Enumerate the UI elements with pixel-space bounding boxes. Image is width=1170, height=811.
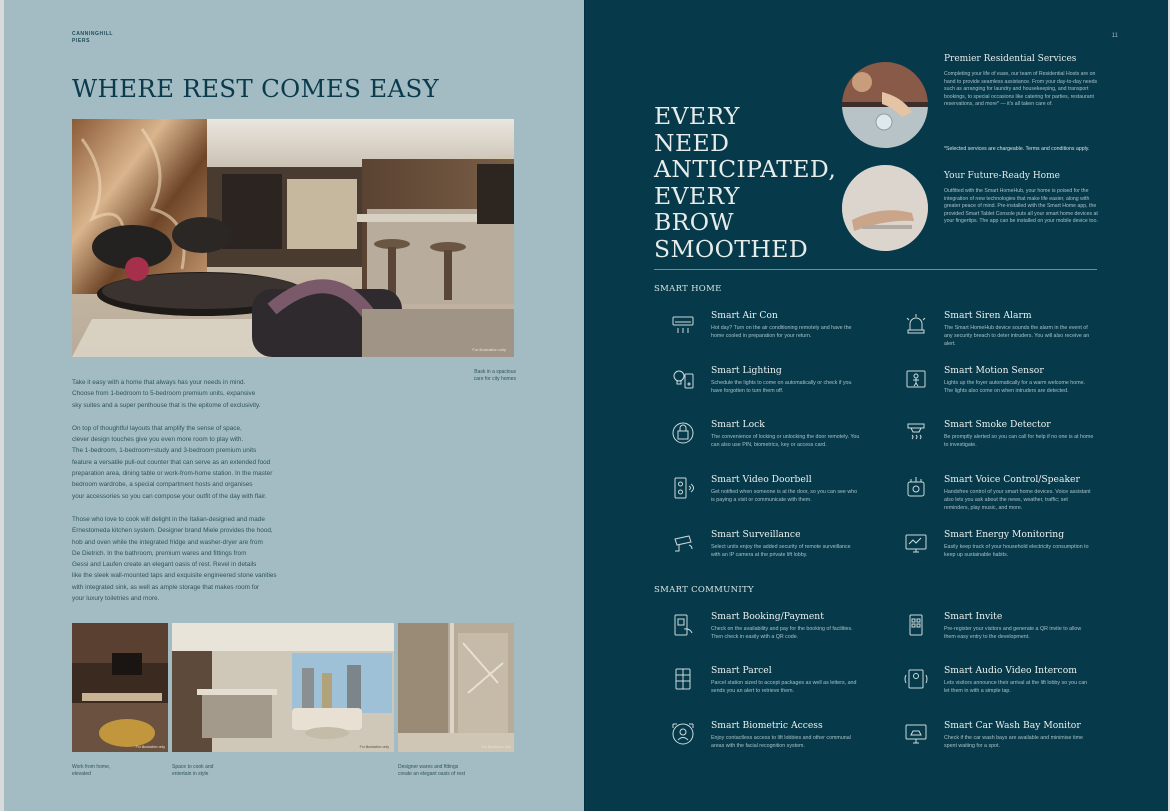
illustration-tag: For illustration only [472, 347, 506, 352]
page-number: 11 [1111, 33, 1118, 39]
smoke-detector-icon [902, 419, 930, 447]
lock-icon [669, 419, 697, 447]
booking-payment-icon [669, 611, 697, 639]
car-wash-monitor-icon [902, 720, 930, 748]
service-title-1: Premier Residential Services [944, 54, 1077, 64]
thumb-caption-2: Space to cook and entertain in style [172, 764, 214, 777]
feature-smart-air-con: Smart Air Con Hot day? Turn on the air conditioning remotely and have the home cooled in preparation for your return. [711, 310, 861, 340]
feature-smart-energy-monitoring: Smart Energy Monitoring Easily keep track of your household electricity consumption to keep up sustainable habits. [944, 529, 1094, 559]
bathroom-photo [398, 623, 514, 752]
kitchen-living-photo [172, 623, 394, 752]
feature-smart-motion-sensor: Smart Motion Sensor Lights up the foyer automatically for a warm welcome home. The lights also come on when intruders are detected. [944, 365, 1094, 395]
future-ready-home-photo [842, 165, 928, 251]
service-body-2: Outfitted with the Smart HomeHub, your home is poised for the integration of new technologies that make life easier, along with greater peace of mind. Pre-installed with the Smart Home app, the provided Smart Tablet Console puts all your smart home devices at your fingertips. The app can be installed on your mobile device too. [944, 188, 1098, 225]
feature-smart-car-wash-bay-monitor: Smart Car Wash Bay Monitor Check if the car wash bays are available and minimise time spent waiting for a spot. [944, 720, 1094, 750]
section-divider [654, 269, 1097, 270]
feature-smart-video-doorbell: Smart Video Doorbell Get notified when someone is at the door, so you can see who is paying a visit or communicate with them. [711, 474, 861, 504]
feature-smart-voice-control: Smart Voice Control/Speaker Handsfree control of your smart home devices. Voice assistant also lets you ask about the news, weather, traffic; set reminders, play music, and more. [944, 474, 1094, 513]
photo-caption: Bask in a spacious care for city homes [473, 369, 516, 382]
brand-line-1: CANNINGHILL [72, 31, 114, 37]
paragraph-3: Those who love to cook will delight in the Italian-designed and made Ernestomeda kitchen system. Designer brand Miele provides the hood, hob and oven while the integrated fridge and washer-dryer are from De Dietrich. In the bathroom, premium wares and fittings from Gessi and Laufen create an elegant oasis of rest. Revel in details like the sleek wall-mounted taps and exquisite engineered stone vanities with integrated sink, as well as ample storage that makes room for your luxury toiletries and more. [72, 515, 277, 603]
feature-smart-smoke-detector: Smart Smoke Detector Be promptly alerted so you can call for help if no one is at home to investigate. [944, 419, 1094, 449]
illustration-tag: For illustration only [481, 745, 511, 749]
biometric-access-icon [669, 720, 697, 748]
service-note-1: *Selected services are chargeable. Terms and conditions apply. [944, 146, 1090, 152]
feature-smart-invite: Smart Invite Pre-register your visitors and generate a QR invite to allow them easy entry to the development. [944, 611, 1094, 641]
brand-mark [72, 31, 113, 45]
video-doorbell-icon [669, 474, 697, 502]
paragraph-2: On top of thoughtful layouts that amplify the sense of space, clever design touches give you even more room to play with. The 1-bedroom, 1-bedroom+study and 3-bedroom premium units feature a versatile pull-out counter that can serve as an extended food preparation area, dining table or work-from-home station. In the master bedroom wardrobe, a special compartment hosts and organises your accessories so you can compose your outfit of the day with flair. [72, 424, 273, 500]
brand-line-2: PIERS [72, 38, 91, 44]
illustration-tag: For illustration only [359, 745, 389, 749]
page-title: WHERE REST COMES EASY [72, 74, 440, 103]
section-headline: EVERY NEED ANTICIPATED, EVERY BROW SMOOTHED [654, 102, 837, 263]
surveillance-camera-icon [669, 529, 697, 557]
smart-community-heading: SMART COMMUNITY [654, 585, 754, 595]
service-body-1: Completing your life of ease, our team of Residential Hosts are on hand to provide seamless assistance. From your day-to-day needs such as arranging for laundry and housekeeping, and transport bookings, to special occasions like catering for parties, restaurant reservations, and more* — it's all taken care of. [944, 71, 1098, 108]
feature-smart-lock: Smart Lock The convenience of locking or unlocking the door remotely. You can also use PIN, biometrics, key or access card. [711, 419, 861, 449]
left-page [4, 0, 584, 811]
invite-qr-icon [902, 611, 930, 639]
feature-smart-audio-video-intercom: Smart Audio Video Intercom Lets visitors announce their arrival at the lift lobby so you can let them in with a simple tap. [944, 665, 1094, 695]
illustration-tag: For illustration only [135, 745, 165, 749]
feature-smart-surveillance: Smart Surveillance Select units enjoy the added security of remote surveillance with an IP camera at the private lift lobby. [711, 529, 861, 559]
living-dining-photo [72, 119, 514, 357]
lighting-icon [669, 365, 697, 393]
motion-sensor-icon [902, 365, 930, 393]
body-copy [72, 377, 342, 604]
feature-smart-booking-payment: Smart Booking/Payment Check on the availability and pay for the booking of facilities. Then check in easily with a QR code. [711, 611, 861, 641]
residential-services-photo [842, 62, 928, 148]
audio-video-intercom-icon [902, 665, 930, 693]
voice-control-speaker-icon [902, 474, 930, 502]
paragraph-1: Take it easy with a home that always has your needs in mind. Choose from 1-bedroom to 5-bedroom premium units, expansive sky suites and a super penthouse that is the epitome of exclusivity. [72, 379, 261, 409]
air-con-icon [669, 310, 697, 338]
feature-smart-biometric-access: Smart Biometric Access Enjoy contactless access to lift lobbies and other communal areas with the facial recognition system. [711, 720, 861, 750]
service-title-2: Your Future-Ready Home [944, 171, 1060, 181]
energy-monitor-icon [902, 529, 930, 557]
parcel-station-icon [669, 665, 697, 693]
siren-alarm-icon [902, 310, 930, 338]
feature-smart-lighting: Smart Lighting Schedule the lights to come on automatically or check if you have forgotten to turn them off. [711, 365, 861, 395]
smart-home-heading: SMART HOME [654, 284, 722, 294]
thumb-caption-1: Work from home, elevated [72, 764, 111, 777]
feature-smart-siren-alarm: Smart Siren Alarm The Smart HomeHub device sounds the alarm in the event of any security breach to deter intruders. You will also receive an alert. [944, 310, 1094, 349]
right-page [585, 0, 1168, 811]
work-from-home-photo [72, 623, 168, 752]
feature-smart-parcel: Smart Parcel Parcel station sized to accept packages as well as letters, and sends you an alert to retrieve them. [711, 665, 861, 695]
thumb-caption-3: Designer wares and fittings create an elegant oasis of rest [398, 764, 465, 777]
